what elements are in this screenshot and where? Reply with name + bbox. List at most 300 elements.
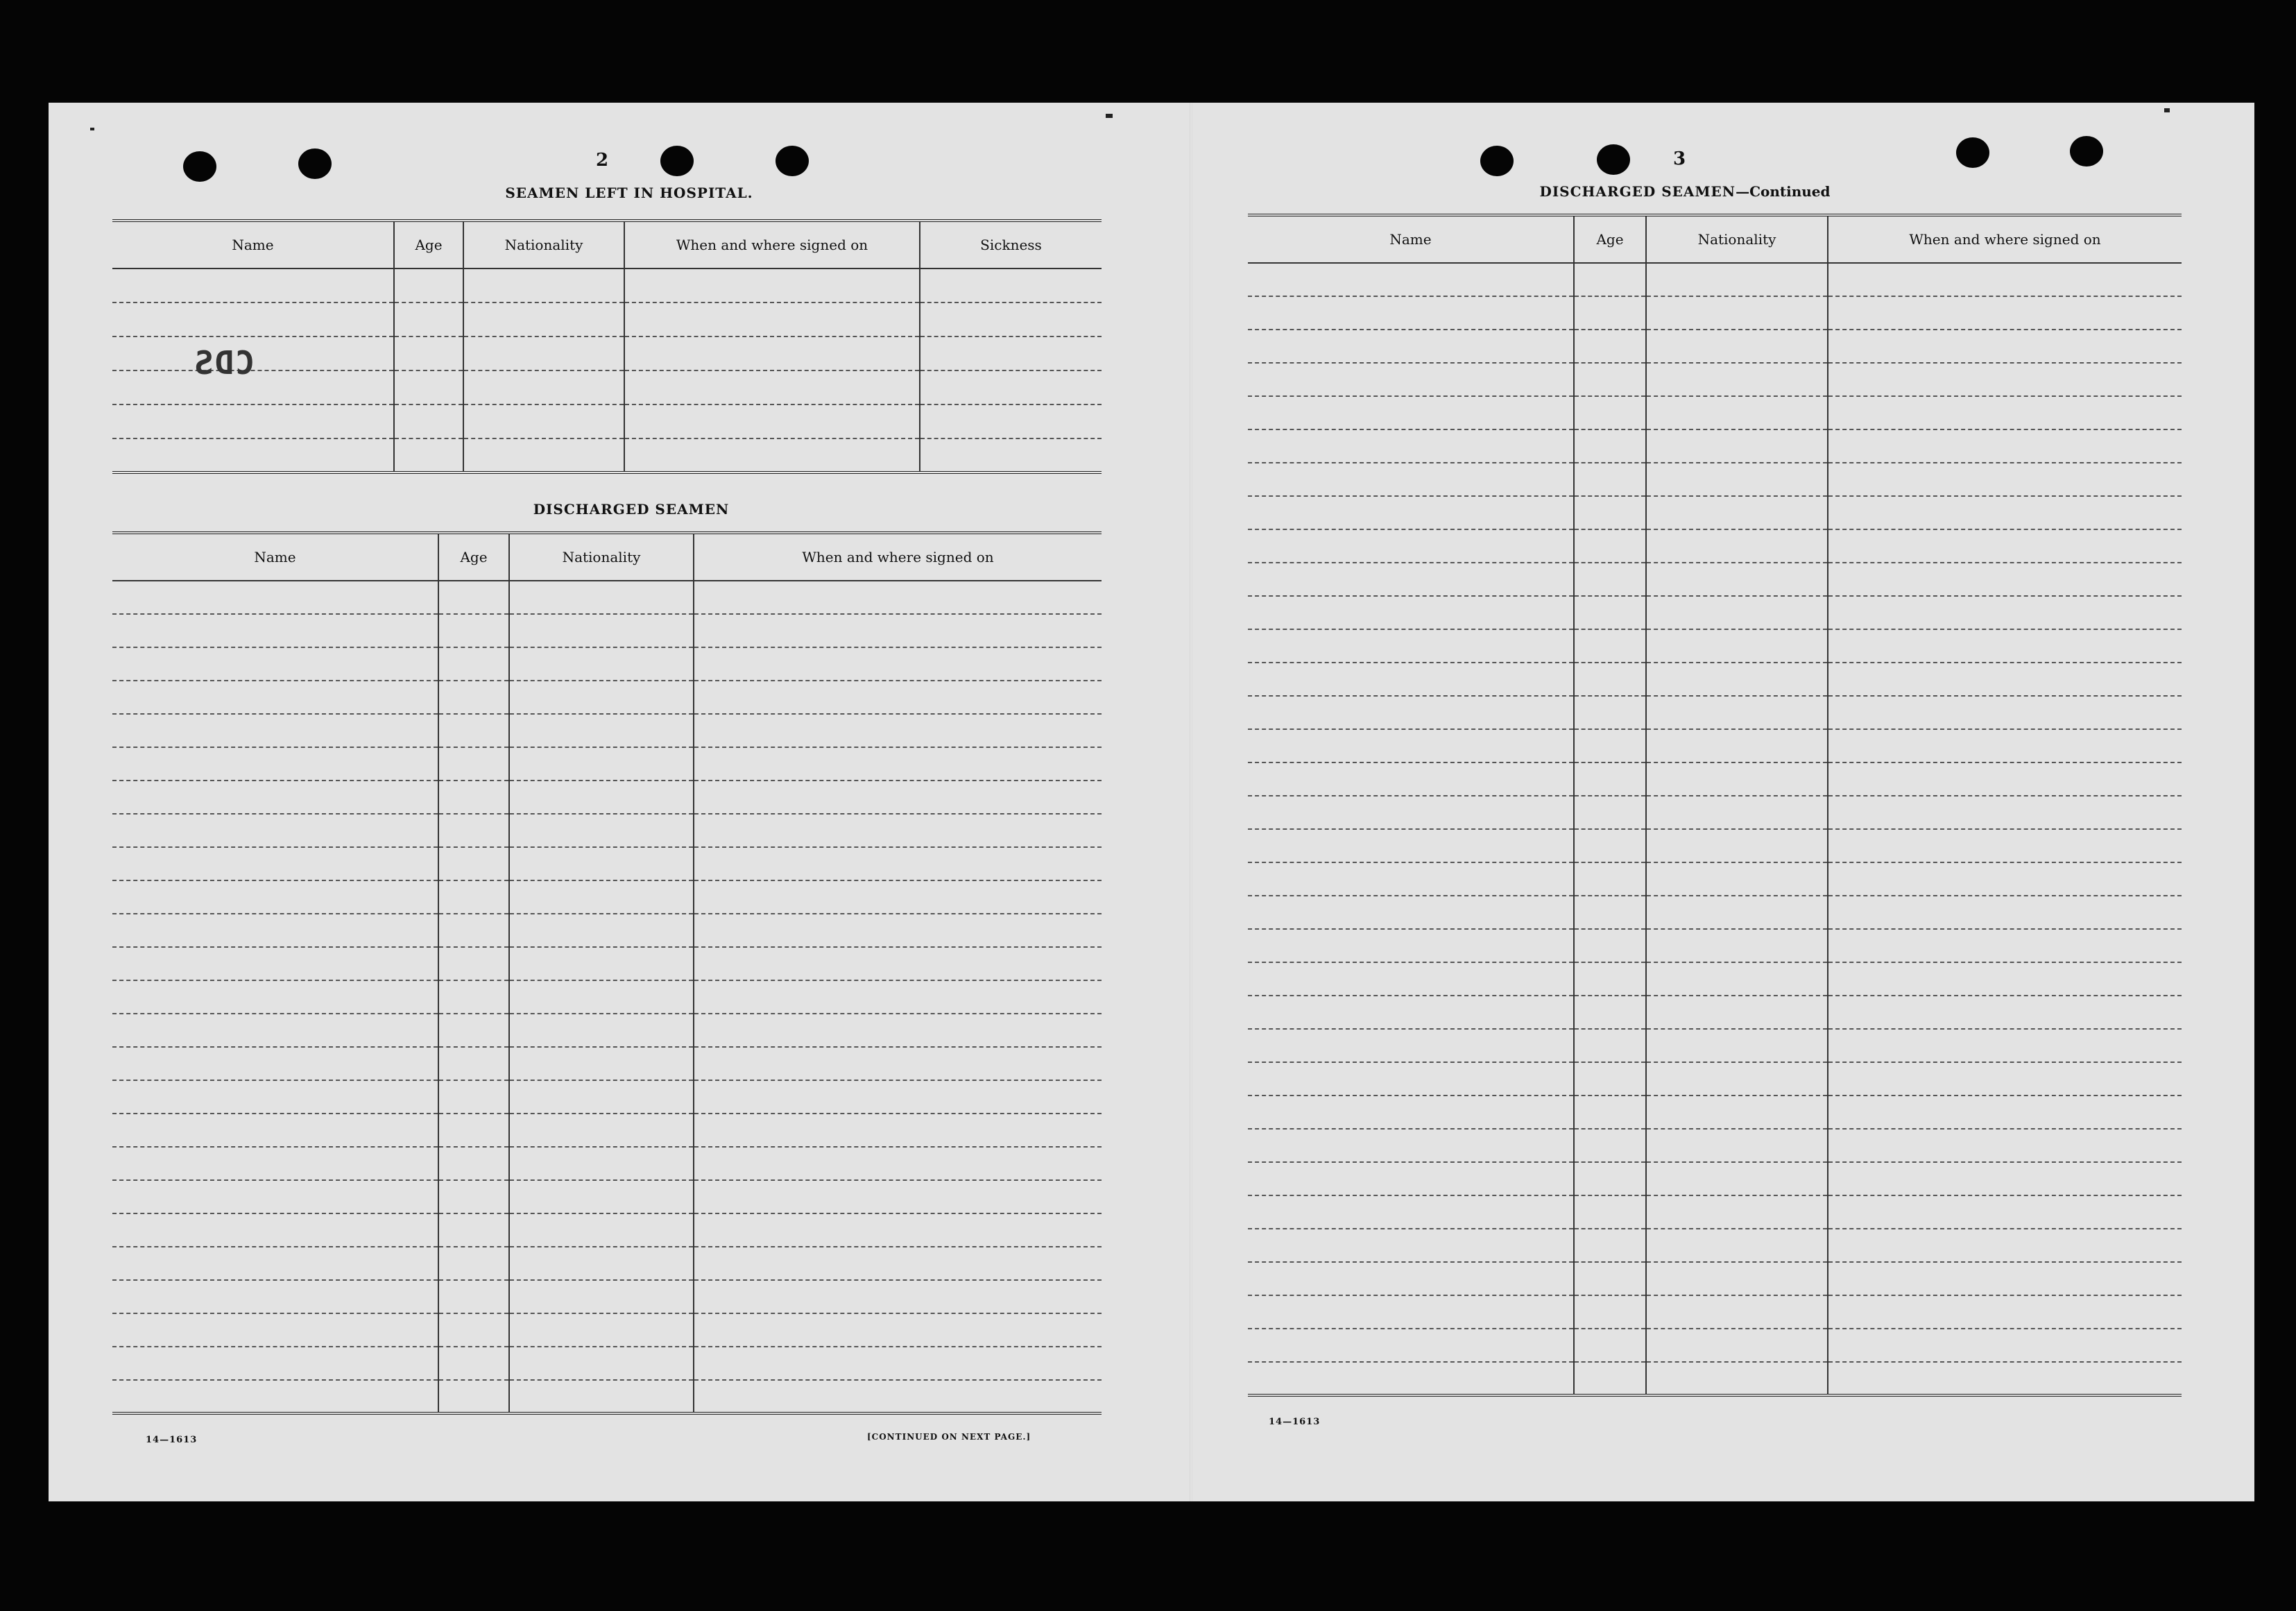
table-cell bbox=[438, 980, 509, 1014]
table-cell bbox=[1574, 363, 1646, 396]
table-cell bbox=[1574, 1329, 1646, 1362]
table-cell bbox=[624, 370, 920, 404]
table-cell bbox=[394, 370, 463, 404]
table-cell bbox=[1574, 1096, 1646, 1129]
table-cell bbox=[1248, 263, 1574, 296]
table-cell bbox=[1828, 330, 2182, 363]
table-cell bbox=[438, 1247, 509, 1280]
table-cell bbox=[1574, 729, 1646, 762]
table-cell bbox=[1646, 1262, 1828, 1295]
table-cell bbox=[509, 847, 694, 880]
table-cell bbox=[694, 581, 1102, 614]
table-row bbox=[1248, 862, 2182, 896]
table-cell bbox=[112, 302, 394, 336]
table-cell bbox=[1828, 696, 2182, 729]
discharged-rows bbox=[112, 581, 1102, 1413]
table-cell bbox=[1828, 862, 2182, 896]
scan-speck bbox=[90, 128, 94, 130]
table-cell bbox=[1828, 496, 2182, 529]
table-cell bbox=[1574, 330, 1646, 363]
table-cell bbox=[509, 814, 694, 847]
table-cell bbox=[1574, 496, 1646, 529]
table-cell bbox=[1646, 529, 1828, 563]
table-cell bbox=[920, 302, 1102, 336]
table-cell bbox=[694, 614, 1102, 647]
table-cell bbox=[1574, 396, 1646, 429]
table-cell bbox=[1646, 629, 1828, 663]
table-cell bbox=[1574, 263, 1646, 296]
table-cell bbox=[1574, 762, 1646, 796]
table-cell bbox=[438, 1014, 509, 1047]
table-row bbox=[112, 1313, 1102, 1347]
table-cell bbox=[509, 1380, 694, 1413]
table-row bbox=[1248, 762, 2182, 796]
table-row bbox=[112, 947, 1102, 980]
table-cell bbox=[394, 404, 463, 438]
table-row bbox=[1248, 363, 2182, 396]
table-row bbox=[1248, 696, 2182, 729]
table-cell bbox=[1574, 1229, 1646, 1262]
table-cell bbox=[509, 681, 694, 714]
table-row bbox=[1248, 896, 2182, 929]
table-cell bbox=[112, 1014, 438, 1047]
table-row bbox=[1248, 1162, 2182, 1195]
table-cell bbox=[463, 404, 624, 438]
table-cell bbox=[1828, 1195, 2182, 1229]
column-header-name: Name bbox=[1248, 215, 1574, 263]
table-cell bbox=[112, 614, 438, 647]
table-cell bbox=[463, 336, 624, 370]
table-cell bbox=[1248, 563, 1574, 596]
table-cell bbox=[1574, 1129, 1646, 1162]
table-cell bbox=[694, 1280, 1102, 1313]
table-cell bbox=[112, 781, 438, 814]
column-header-nationality: Nationality bbox=[463, 221, 624, 268]
table-cell bbox=[463, 370, 624, 404]
table-cell bbox=[112, 1114, 438, 1147]
column-header-nationality: Nationality bbox=[509, 533, 694, 581]
column-header-age: Age bbox=[394, 221, 463, 268]
table-cell bbox=[394, 336, 463, 370]
table-cell bbox=[438, 1080, 509, 1114]
table-row bbox=[1248, 1062, 2182, 1096]
table-cell bbox=[1248, 396, 1574, 429]
table-cell bbox=[1646, 1029, 1828, 1062]
table-cell bbox=[694, 1380, 1102, 1413]
table-row bbox=[112, 1180, 1102, 1213]
table-cell bbox=[112, 1280, 438, 1313]
table-cell bbox=[1828, 663, 2182, 696]
table-cell bbox=[1248, 629, 1574, 663]
table-cell bbox=[1574, 696, 1646, 729]
table-row bbox=[1248, 496, 2182, 529]
table-cell bbox=[1646, 829, 1828, 862]
table-cell bbox=[112, 714, 438, 747]
table-cell bbox=[1248, 1195, 1574, 1229]
table-cell bbox=[1828, 1295, 2182, 1329]
table-cell bbox=[1828, 629, 2182, 663]
table-cell bbox=[463, 268, 624, 302]
table-row bbox=[1248, 729, 2182, 762]
table-row bbox=[1248, 829, 2182, 862]
table-cell bbox=[694, 1213, 1102, 1247]
table-cell bbox=[438, 947, 509, 980]
table-cell bbox=[1828, 1129, 2182, 1162]
table-cell bbox=[509, 1247, 694, 1280]
table-cell bbox=[1248, 696, 1574, 729]
table-cell bbox=[694, 1047, 1102, 1080]
table-cell bbox=[1646, 263, 1828, 296]
table-row bbox=[112, 747, 1102, 781]
section-title-suffix: —Continued bbox=[1736, 183, 1831, 200]
table-cell bbox=[1828, 1062, 2182, 1096]
table-cell bbox=[1248, 1362, 1574, 1395]
table-cell bbox=[694, 980, 1102, 1014]
table-cell bbox=[1248, 463, 1574, 496]
table-cell bbox=[1574, 1262, 1646, 1295]
table-cell bbox=[1574, 796, 1646, 829]
table-cell bbox=[1248, 762, 1574, 796]
table-row bbox=[112, 1247, 1102, 1280]
table-cell bbox=[1574, 296, 1646, 330]
table-cell bbox=[1248, 996, 1574, 1029]
table-cell bbox=[438, 614, 509, 647]
table-cell bbox=[1828, 796, 2182, 829]
table-cell bbox=[112, 980, 438, 1014]
table-row bbox=[112, 1347, 1102, 1380]
column-header-name: Name bbox=[112, 221, 394, 268]
table-row bbox=[112, 370, 1102, 404]
table-cell bbox=[1828, 363, 2182, 396]
table-cell bbox=[1646, 496, 1828, 529]
table-cell bbox=[694, 1147, 1102, 1180]
hospital-section-title: SEAMEN LEFT IN HOSPITAL. bbox=[505, 185, 753, 201]
table-cell bbox=[1828, 429, 2182, 463]
table-cell bbox=[112, 404, 394, 438]
table-row bbox=[1248, 529, 2182, 563]
table-cell bbox=[1574, 429, 1646, 463]
table-cell bbox=[509, 1080, 694, 1114]
table-cell bbox=[112, 880, 438, 914]
discharged-continued-table bbox=[1248, 214, 2182, 1397]
table-cell bbox=[112, 438, 394, 472]
table-row bbox=[1248, 396, 2182, 429]
section-title-main: DISCHARGED SEAMEN bbox=[1539, 183, 1736, 200]
table-cell bbox=[1828, 296, 2182, 330]
table-row bbox=[112, 302, 1102, 336]
table-cell bbox=[694, 647, 1102, 681]
table-cell bbox=[509, 1313, 694, 1347]
table-cell bbox=[1574, 829, 1646, 862]
table-cell bbox=[1248, 296, 1574, 330]
table-row bbox=[1248, 1295, 2182, 1329]
table-row bbox=[1248, 796, 2182, 829]
table-cell bbox=[1248, 330, 1574, 363]
column-header-age: Age bbox=[1574, 215, 1646, 263]
table-cell bbox=[1646, 396, 1828, 429]
table-cell bbox=[694, 747, 1102, 781]
hospital-table bbox=[112, 219, 1102, 474]
table-cell bbox=[1646, 330, 1828, 363]
table-cell bbox=[438, 914, 509, 947]
table-cell bbox=[1248, 363, 1574, 396]
table-cell bbox=[509, 1280, 694, 1313]
table-cell bbox=[112, 1180, 438, 1213]
table-row bbox=[1248, 996, 2182, 1029]
table-cell bbox=[394, 302, 463, 336]
table-cell bbox=[694, 914, 1102, 947]
table-cell bbox=[509, 614, 694, 647]
left-page bbox=[49, 103, 1190, 1501]
column-header-signed-on: When and where signed on bbox=[694, 533, 1102, 581]
table-row bbox=[1248, 563, 2182, 596]
table-cell bbox=[624, 336, 920, 370]
table-cell bbox=[1828, 896, 2182, 929]
table-cell bbox=[1248, 896, 1574, 929]
table-cell bbox=[1248, 1062, 1574, 1096]
column-header-nationality: Nationality bbox=[1646, 215, 1828, 263]
table-cell bbox=[112, 647, 438, 681]
table-cell bbox=[438, 681, 509, 714]
table-header-row bbox=[112, 533, 1102, 581]
page-number: 3 bbox=[1672, 148, 1686, 169]
table-cell bbox=[112, 814, 438, 847]
table-cell bbox=[509, 714, 694, 747]
table-row bbox=[1248, 1362, 2182, 1395]
table-cell bbox=[1646, 996, 1828, 1029]
table-cell bbox=[463, 302, 624, 336]
table-row bbox=[1248, 1262, 2182, 1295]
table-cell bbox=[509, 647, 694, 681]
table-cell bbox=[112, 681, 438, 714]
table-cell bbox=[1248, 663, 1574, 696]
table-cell bbox=[1248, 1129, 1574, 1162]
table-cell bbox=[694, 1080, 1102, 1114]
table-cell bbox=[694, 1313, 1102, 1347]
table-cell bbox=[1574, 463, 1646, 496]
table-cell bbox=[1574, 1062, 1646, 1096]
table-row bbox=[112, 781, 1102, 814]
table-cell bbox=[694, 1014, 1102, 1047]
table-row bbox=[112, 980, 1102, 1014]
table-cell bbox=[1646, 696, 1828, 729]
table-cell bbox=[1646, 1162, 1828, 1195]
table-row bbox=[1248, 629, 2182, 663]
table-cell bbox=[694, 681, 1102, 714]
table-row bbox=[1248, 1195, 2182, 1229]
column-header-signed-on: When and where signed on bbox=[624, 221, 920, 268]
table-cell bbox=[112, 1080, 438, 1114]
table-cell bbox=[509, 1114, 694, 1147]
table-cell bbox=[1646, 729, 1828, 762]
stamp-mark: CDS bbox=[193, 344, 255, 382]
table-cell bbox=[438, 1147, 509, 1180]
table-row bbox=[1248, 1329, 2182, 1362]
table-cell bbox=[1248, 962, 1574, 996]
table-row bbox=[112, 1147, 1102, 1180]
table-cell bbox=[1828, 762, 2182, 796]
table-cell bbox=[438, 1213, 509, 1247]
table-row bbox=[112, 1014, 1102, 1047]
table-cell bbox=[694, 781, 1102, 814]
table-cell bbox=[509, 914, 694, 947]
table-cell bbox=[920, 438, 1102, 472]
table-row bbox=[112, 268, 1102, 302]
table-row bbox=[112, 1114, 1102, 1147]
table-cell bbox=[438, 747, 509, 781]
table-cell bbox=[394, 268, 463, 302]
table-row bbox=[112, 336, 1102, 370]
table-cell bbox=[1574, 1295, 1646, 1329]
discharged-table bbox=[112, 531, 1102, 1415]
table-cell bbox=[1828, 996, 2182, 1029]
table-cell bbox=[112, 847, 438, 880]
table-cell bbox=[920, 404, 1102, 438]
table-cell bbox=[509, 747, 694, 781]
table-cell bbox=[112, 914, 438, 947]
table-cell bbox=[112, 268, 394, 302]
table-cell bbox=[1646, 762, 1828, 796]
table-row bbox=[1248, 1096, 2182, 1129]
table-cell bbox=[1574, 896, 1646, 929]
table-cell bbox=[509, 880, 694, 914]
table-cell bbox=[694, 880, 1102, 914]
page-number: 2 bbox=[595, 150, 609, 171]
table-cell bbox=[1646, 363, 1828, 396]
table-cell bbox=[1828, 596, 2182, 629]
table-cell bbox=[438, 647, 509, 681]
table-row bbox=[112, 1280, 1102, 1313]
document-sheet bbox=[49, 103, 2254, 1501]
form-number: 14—1613 bbox=[1269, 1417, 1321, 1427]
table-cell bbox=[1646, 596, 1828, 629]
table-cell bbox=[438, 1313, 509, 1347]
table-cell bbox=[694, 1247, 1102, 1280]
table-cell bbox=[1828, 529, 2182, 563]
table-cell bbox=[1646, 962, 1828, 996]
table-cell bbox=[394, 438, 463, 472]
table-cell bbox=[1828, 1262, 2182, 1295]
table-cell bbox=[1828, 1162, 2182, 1195]
table-header-row bbox=[1248, 215, 2182, 263]
discharged-continued-title bbox=[1491, 183, 1879, 200]
table-cell bbox=[694, 1347, 1102, 1380]
table-cell bbox=[509, 1014, 694, 1047]
table-cell bbox=[509, 1047, 694, 1080]
table-cell bbox=[1646, 1329, 1828, 1362]
table-cell bbox=[1248, 796, 1574, 829]
table-cell bbox=[1828, 1029, 2182, 1062]
table-cell bbox=[112, 1313, 438, 1347]
table-cell bbox=[1574, 596, 1646, 629]
table-cell bbox=[438, 581, 509, 614]
column-header-age: Age bbox=[438, 533, 509, 581]
table-cell bbox=[509, 1147, 694, 1180]
table-cell bbox=[438, 1280, 509, 1313]
table-cell bbox=[438, 814, 509, 847]
table-cell bbox=[1248, 1295, 1574, 1329]
column-header-signed-on: When and where signed on bbox=[1828, 215, 2182, 263]
table-cell bbox=[1574, 663, 1646, 696]
table-cell bbox=[1828, 729, 2182, 762]
table-cell bbox=[1574, 862, 1646, 896]
table-row bbox=[1248, 663, 2182, 696]
table-cell bbox=[1248, 596, 1574, 629]
table-row bbox=[1248, 263, 2182, 296]
table-cell bbox=[1646, 929, 1828, 962]
table-cell bbox=[509, 1213, 694, 1247]
table-cell bbox=[112, 947, 438, 980]
table-row bbox=[112, 581, 1102, 614]
table-row bbox=[112, 614, 1102, 647]
table-cell bbox=[1248, 529, 1574, 563]
table-cell bbox=[438, 880, 509, 914]
table-cell bbox=[920, 336, 1102, 370]
table-row bbox=[1248, 1229, 2182, 1262]
hospital-rows bbox=[112, 268, 1102, 472]
table-cell bbox=[694, 1114, 1102, 1147]
table-cell bbox=[438, 1047, 509, 1080]
table-cell bbox=[1828, 829, 2182, 862]
table-cell bbox=[1646, 1362, 1828, 1395]
table-cell bbox=[1248, 1262, 1574, 1295]
table-cell bbox=[112, 1347, 438, 1380]
table-cell bbox=[438, 1347, 509, 1380]
table-row bbox=[112, 404, 1102, 438]
table-cell bbox=[1646, 563, 1828, 596]
table-cell bbox=[624, 438, 920, 472]
table-cell bbox=[438, 781, 509, 814]
table-cell bbox=[1574, 929, 1646, 962]
table-cell bbox=[1574, 996, 1646, 1029]
table-row bbox=[112, 681, 1102, 714]
discharged-section-title: DISCHARGED SEAMEN bbox=[533, 501, 730, 518]
table-cell bbox=[1248, 429, 1574, 463]
scan-speck bbox=[1106, 114, 1113, 118]
table-cell bbox=[694, 814, 1102, 847]
table-cell bbox=[1828, 929, 2182, 962]
table-cell bbox=[509, 980, 694, 1014]
table-cell bbox=[1646, 1062, 1828, 1096]
table-cell bbox=[1828, 1362, 2182, 1395]
table-cell bbox=[112, 1247, 438, 1280]
discharged-continued-rows bbox=[1248, 263, 2182, 1395]
table-cell bbox=[1646, 896, 1828, 929]
table-row bbox=[1248, 296, 2182, 330]
table-cell bbox=[1574, 1162, 1646, 1195]
table-row bbox=[1248, 1029, 2182, 1062]
table-cell bbox=[438, 1380, 509, 1413]
table-cell bbox=[1828, 962, 2182, 996]
table-cell bbox=[509, 1180, 694, 1213]
table-cell bbox=[1574, 529, 1646, 563]
table-cell bbox=[463, 438, 624, 472]
table-cell bbox=[624, 302, 920, 336]
table-cell bbox=[694, 847, 1102, 880]
table-cell bbox=[1646, 429, 1828, 463]
table-cell bbox=[112, 1213, 438, 1247]
table-cell bbox=[509, 1347, 694, 1380]
table-cell bbox=[694, 947, 1102, 980]
table-cell bbox=[1574, 1195, 1646, 1229]
table-row bbox=[112, 880, 1102, 914]
table-cell bbox=[1574, 1362, 1646, 1395]
table-cell bbox=[1248, 1329, 1574, 1362]
table-row bbox=[1248, 596, 2182, 629]
table-row bbox=[112, 914, 1102, 947]
table-row bbox=[1248, 429, 2182, 463]
table-cell bbox=[1646, 1096, 1828, 1129]
